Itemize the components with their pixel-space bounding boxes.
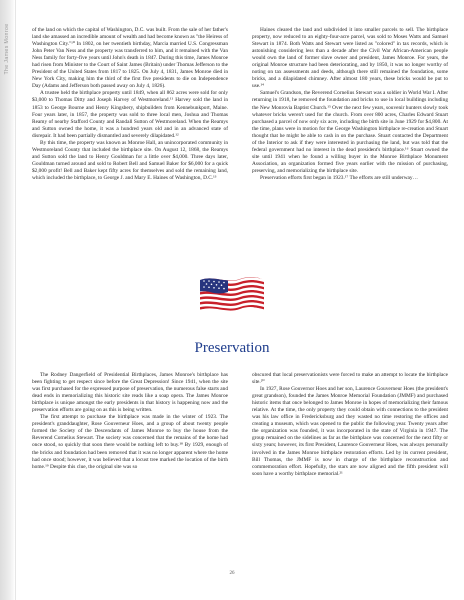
paragraph: A trustee held the birthplace property until 1849, when all 862 acres were sold for only $3,000 to Thomas Ditty and Joseph Harvey of Westmoreland.¹¹ Harvey sold the land in 1853 to George Bourne and Henry Kingsbery, shipbuilders from Kennebunkport, Maine. Four years later, in 1857, the property was sold to three local men, Joshua and Thomas Reamy of nearby Stafford County and Randall Sutton of Westmoreland. When the Reamys and Sutton owned the home, it was a hundred years old and in an advanced state of disrepair. It had been partially dismantled and severely dilapidated.¹² <box>32 90 228 139</box>
paragraph: Samuel's Grandson, the Reverend Cornelius Stewart was a soldier in World War I. After returning in 1918, he removed the foundation and bricks to use in local buildings including the New Monrovia Baptist Church.¹⁵ Over the next few years, souvenir hunters slowly took whatever bricks weren't used for the church. From over 800 acres, Charles Edward Stuart purchased a parcel of now only six acre, including the birth site in June 1929 for $4,800. At the time, plans were in motion for the George Washington birthplace re-creation and Stuart thought that he might be able to cash in on the purchase. Stuart contacted the Department of the Interior to ask if they were interested in purchasing the land, but was told that the federal government had no interest in the dead president's birthplace.¹⁶ Stuart owned the site until 1941 when he found a willing buyer in the Monroe Birthplace Monument Association, an organization formed five years earlier with the mission of purchasing, preserving, and memorializing the birthplace site. <box>252 90 448 174</box>
page-number: 26 <box>229 571 235 576</box>
paragraph: of the land on which the capital of Washington, D.C. was built. From the sale of her father's land she amassed an incredible amount of wealth and had become known as "the Heiress of Washington City."¹⁰ In 1802, on her twentieth birthday, Marcia married U.S. Congressman John Peter Van Ness and the property was transferred to him, and it remained with the Van Ness family for forty-five years until John's death in 1847. During this time, James Monroe had risen from Minister to the Court of Saint James (Britain) under Thomas Jefferson to the President of the United States from 1817 to 1825. On July 4, 1831, James Monroe died in New York City, making him the third of the first five presidents to die on Independence Day (Adams and Jefferson both passed away on July 4, 1826). <box>32 27 228 90</box>
paragraph: Preservation efforts first began in 1923.¹⁷ The efforts are still underway… <box>260 174 418 181</box>
section-heading: Preservation <box>194 340 270 356</box>
column-bottom-right <box>252 372 448 558</box>
paragraph: The first attempt to purchase the birthplace was made in the winter of 1923. The president's granddaughter, Rose Gouverneur Hoes, and a group of about twenty people formed the Society of the Descendants of James Monroe to buy the house from the Reverend Cornelius Stewart. The society was concerned that the remains of the home had once stood, so quickly that soon there would be nothing left to buy.¹⁸ By 1929, enough of the bricks and foundation had been removed that it was no longer apparent where the home had once stood; however, it was believed that a locust tree marked the location of the birth home.¹⁹ Despite this clue, the original site was so <box>32 414 228 470</box>
column-top-right <box>252 27 448 245</box>
side-label: The James Monroe <box>4 23 10 75</box>
column-bottom-left <box>32 372 228 558</box>
paragraph: In 1927, Rose Gouvernor Hoes and her son, Laurence Gouverneur Hoes (the president's great grandson), founded the James Monroe Memorial Foundation (JMMF) and purchased historic items that once belonged to James Monroe in hopes of memorializing their famous relative. At the time, the only property they could obtain with connections to the president was his law office in Fredericksburg and they wasted no time restoring the offices and creating a museum, which was opened to the public the following year. Twenty years after the organization was founded, it was incorporated in the state of Virginia in 1947. The group remained on the sidelines as far as the birthplace was concerned for the next fifty or sixty years; however, its first President, Laurence Gouverneur Hoes, was always personally involved in the James Monroe birthplace restoration efforts. Led by its current president, Bill Thomas, the JMMF is now in charge of the birthplace reconstruction and commemoration effort. Hopefully, the stars are now aligned and the fifth president will soon have a worthy birthplace memorial.²¹ <box>252 386 448 477</box>
paragraph: Haines cleared the land and subdivided it into smaller parcels to sell. The birthplace property, now reduced to an eighty-four-acre parcel, was sold to Moses Watts and Samuel Stewart in 1874. Both Watts and Stewart were listed as "colored" in tax records, which is astonishing considering less than a decade after the Civil War African-American people would own the land of former slave owner and president, James Monroe. For years, the original Monroe structure had been deteriorating, and by 1850, it was no longer worthy of noting on tax assessments and deeds, although there still remained the foundation, some bricks, and a dilapidated chimney. After almost 180 years, these bricks would be put to use.¹⁴ <box>252 27 448 90</box>
paragraph: obscured that local preservationists were forced to make an attempt to locate the birthplace site.²⁰ <box>252 372 448 386</box>
side-margin-tab <box>0 0 16 600</box>
american-flag-icon <box>196 274 268 318</box>
paragraph: By this time, the property was known as Monroe Hall, an unincorporated community in Westmoreland County that included the birthplace site. On August 12, 1868, the Reamys and Sutton sold the land to Henry Gouldman for a little over $4,000. Three days later, Gouldman turned around and sold to Robert Bell and Samuel Baker for $6,000 for a quick $2,000 profit! Bell and Baker kept fifty acres for themselves and sold the remaining land, which included the birthplace, to George J. and Mary E. Haines of Washington, D.C.¹³ <box>32 139 228 181</box>
column-top-left <box>32 27 228 245</box>
paragraph: The Rodney Dangerfield of Presidential Birthplaces, James Monroe's birthplace has been fighting to get respect since before the Great Depression! Since 1941, when the site was first purchased for the expressed purpose of preservation, the numerous false starts and dead ends in memorializing this historic site reads like a soap opera. The James Monroe birthplace is unique amongst the early presidents in that history is happening now and the preservation efforts are going on as this is being written. <box>32 372 228 414</box>
